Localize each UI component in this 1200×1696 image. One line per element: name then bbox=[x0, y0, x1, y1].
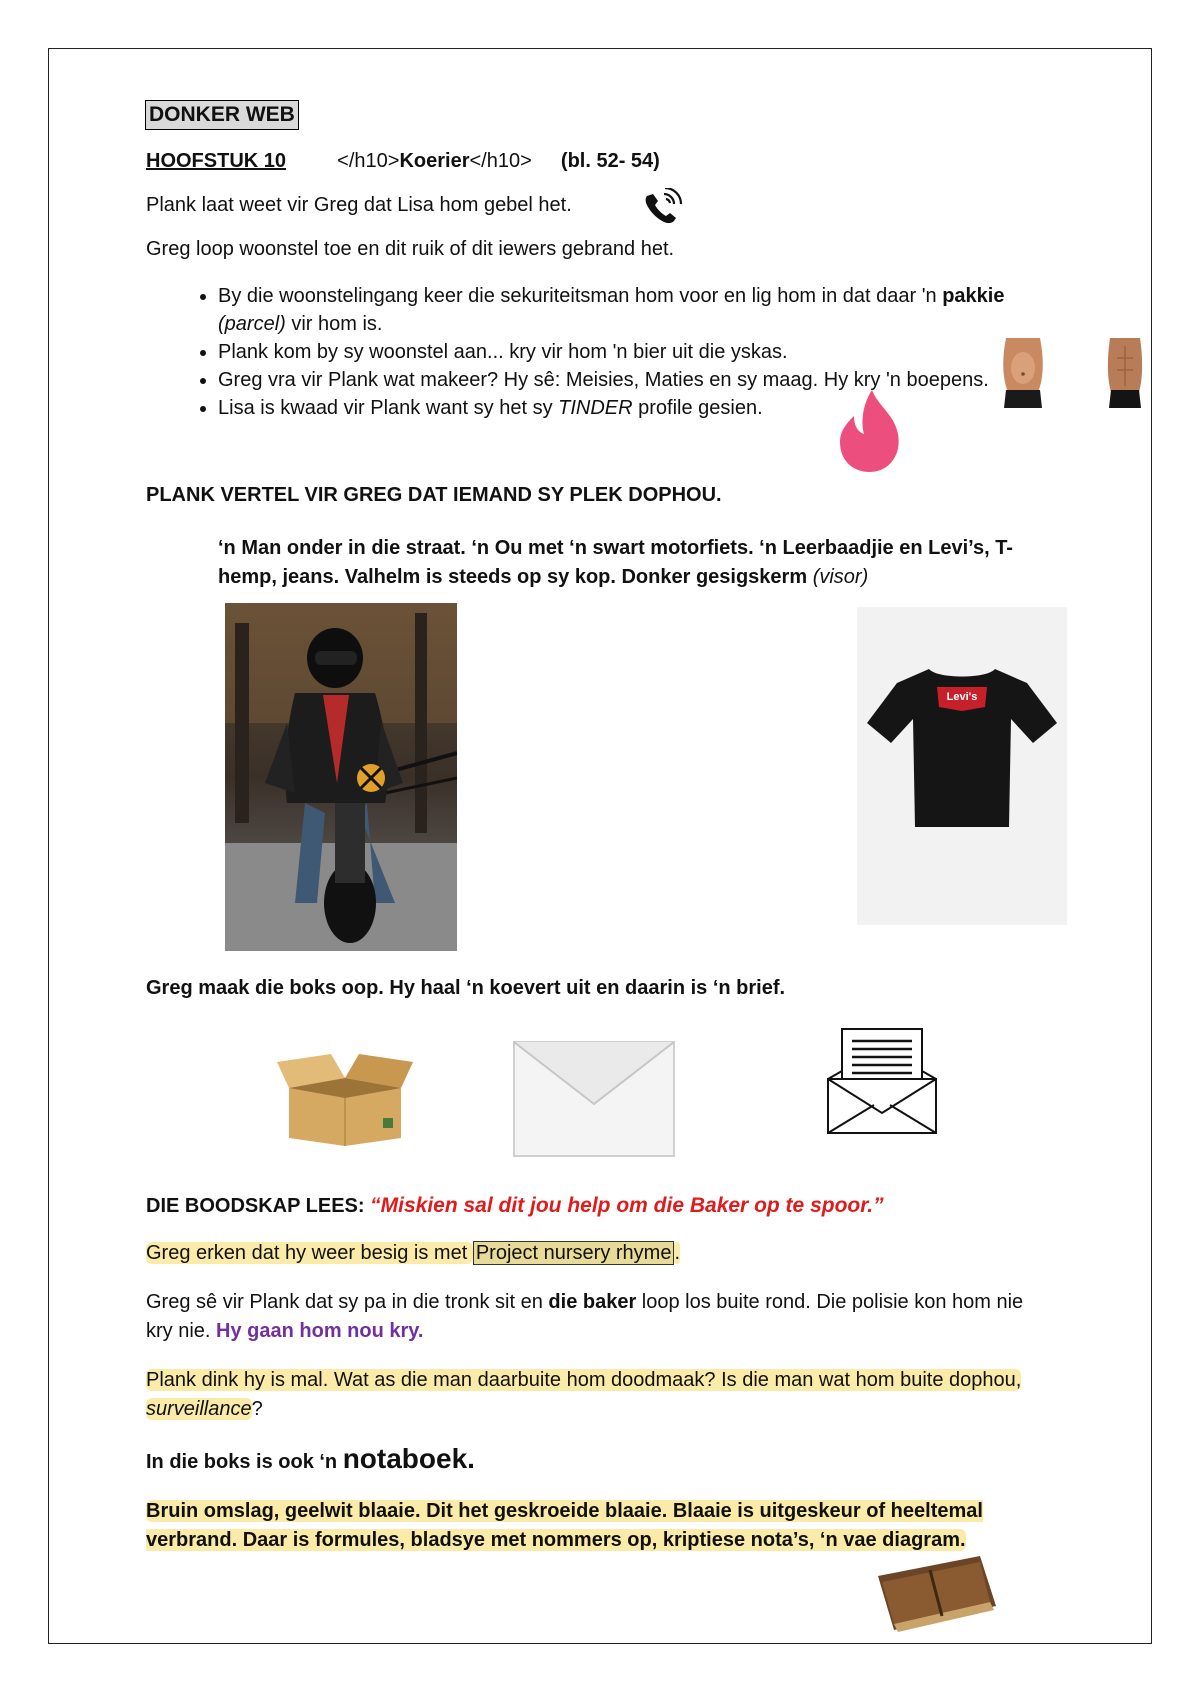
list-item: • Greg vra vir Plank wat makeer? Hy sê: Meisies, Maties en sy maag. Hy kry 'n boepens. bbox=[218, 366, 1048, 394]
chapter-number: HOOFSTUK 10 bbox=[146, 150, 287, 172]
message-label: DIE BOODSKAP LEES bbox=[146, 1195, 358, 1217]
chapter-tag-close: </h10> bbox=[469, 150, 532, 172]
levis-logo: Levi's bbox=[946, 691, 978, 703]
chapter-tag-open: </h10> bbox=[337, 150, 400, 172]
event-bullet-list bbox=[176, 282, 1048, 422]
levis-tshirt-photo bbox=[857, 607, 1067, 925]
document-title: DONKER WEB bbox=[145, 100, 299, 130]
notebook-description: Bruin omslag, geelwit blaaie. Dit het geskroeide blaaie. Blaaie is uitgeskeur of heeltemal verbrand. Daar is formules, bladsye met nommers op, kriptiese nota’s, ‘n vae diagram. bbox=[146, 1500, 983, 1551]
letter-envelope-icon bbox=[826, 1027, 938, 1135]
chapter-line bbox=[146, 147, 660, 176]
intro-line-1: Plank laat weet vir Greg dat Lisa hom gebel het. bbox=[146, 194, 572, 216]
envelope-illustration bbox=[512, 1040, 676, 1158]
tinder-flame-icon bbox=[838, 390, 902, 474]
watcher-description: ‘n Man onder in die straat. ‘n Ou met ‘n swart motorfiets. ‘n Leerbaadjie en Levi’s, T-hemp, jeans. Valhelm is steeds op sy kop. Donker gesigskerm (visor) bbox=[218, 537, 1013, 588]
intro-line-2: Greg loop woonstel toe en dit ruik of dit iewers gebrand het. bbox=[146, 238, 675, 260]
message-line: DIE BOODSKAP LEES: “Miskien sal dit jou help om die Baker op te spoor.” bbox=[146, 1194, 884, 1217]
watcher-heading: PLANK VERTEL VIR GREG DAT IEMAND SY PLEK DOPHOU. bbox=[146, 484, 722, 506]
cardboard-box-illustration bbox=[275, 1048, 415, 1148]
project-name: Project nursery rhyme bbox=[473, 1241, 675, 1265]
phone-icon bbox=[640, 188, 686, 228]
leather-notebook-illustration bbox=[870, 1552, 1000, 1634]
motorcyclist-photo bbox=[225, 603, 457, 951]
notebook-line: In die boks is ook ‘n notaboek. bbox=[146, 1443, 475, 1474]
message-quote: “Miskien sal dit jou help om die Baker op te spoor.” bbox=[370, 1194, 884, 1217]
chapter-name: Koerier bbox=[399, 150, 470, 172]
belly-photo-1 bbox=[1000, 338, 1046, 408]
list-item: • By die woonstelingang keer die sekuriteitsman hom voor en lig hom in dat daar 'n pakkie (parcel) vir hom is. bbox=[218, 282, 1048, 338]
belly-photo-2 bbox=[1105, 338, 1145, 408]
list-item: • Plank kom by sy woonstel aan... kry vir hom 'n bier uit die yskas. bbox=[218, 338, 1048, 366]
mad-paragraph: Plank dink hy is mal. Wat as die man daarbuite hom doodmaak? Is die man wat hom buite dophou, surveillance? bbox=[146, 1369, 1022, 1420]
says-paragraph: Greg sê vir Plank dat sy pa in die tronk sit en die baker loop los buite rond. Die polisie kon hom nie kry nie. Hy gaan hom nou kry. bbox=[146, 1291, 1024, 1342]
box-open-line: Greg maak die boks oop. Hy haal ‘n koevert uit en daarin is ‘n brief. bbox=[146, 977, 786, 999]
list-item: • Lisa is kwaad vir Plank want sy het sy TINDER profile gesien. bbox=[218, 394, 1048, 422]
chapter-pages: (bl. 52- 54) bbox=[560, 150, 660, 172]
admit-line: Greg erken dat hy weer besig is met Project nursery rhyme . bbox=[146, 1242, 681, 1264]
